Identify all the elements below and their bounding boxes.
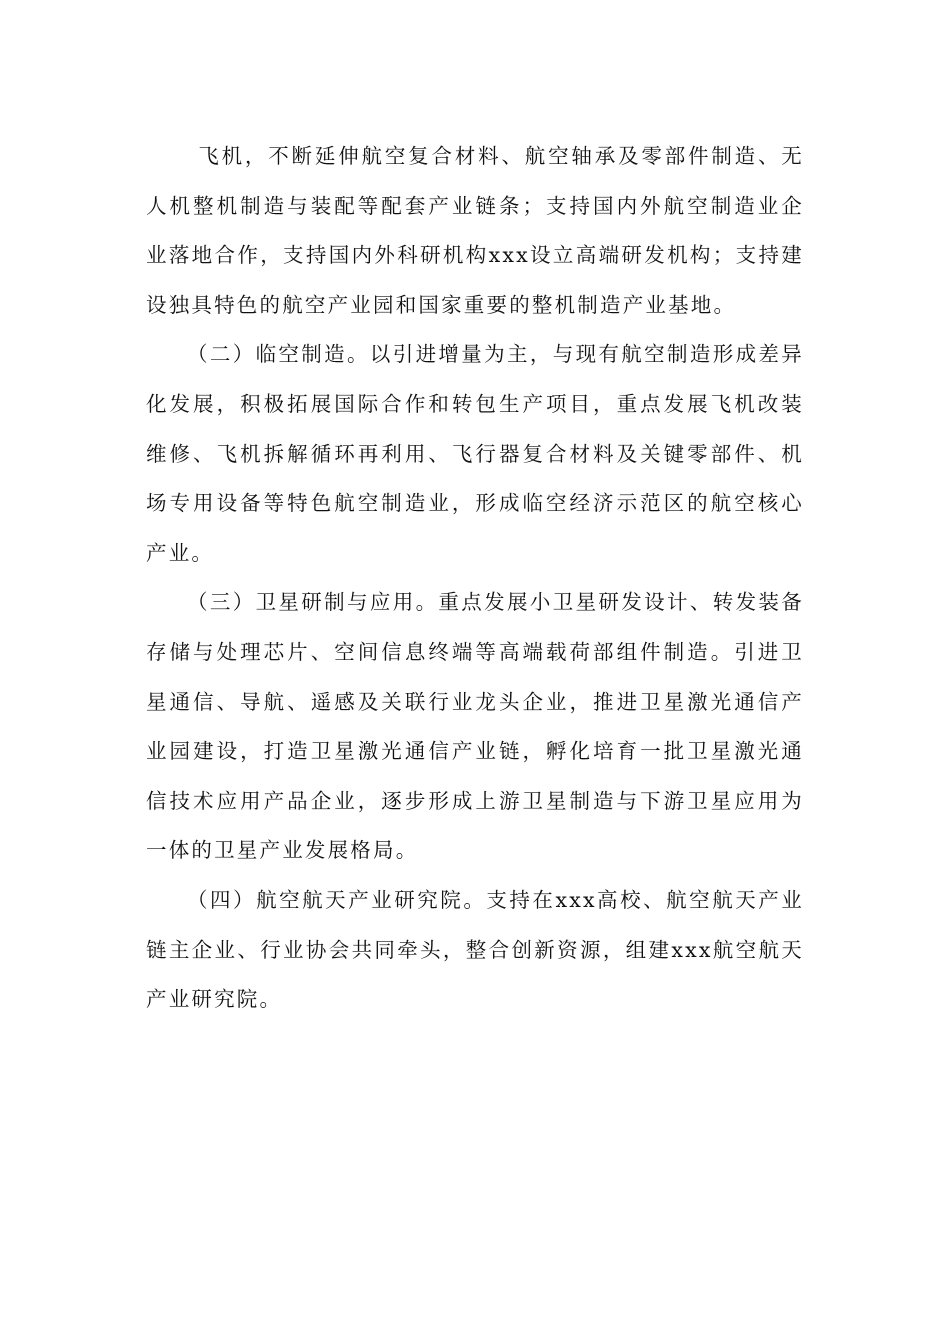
paragraph-satellite: （三）卫星研制与应用。重点发展小卫星研发设计、转发装备存储与处理芯片、空间信息终端等高端载荷部组件制造。引进卫星通信、导航、遥感及关联行业龙头企业，推进卫星激光通信产业园建设，打造卫星激光通信产业链，孵化培育一批卫星激光通信技术应用产品企业，逐步形成上游卫星制造与下游卫星应用为一体的卫星产业发展格局。 (146, 590, 804, 863)
paragraph-aircraft-chain: 飞机，不断延伸航空复合材料、航空轴承及零部件制造、无人机整机制造与装配等配套产业链条；支持国内外航空制造业企业落地合作，支持国内外科研机构xxx设立高端研发机构；支持建设独具特色的航空产业园和国家重要的整机制造产业基地。 (146, 144, 804, 317)
paragraph-airport-manufacturing: （二）临空制造。以引进增量为主，与现有航空制造形成差异化发展，积极拓展国际合作和转包生产项目，重点发展飞机改装维修、飞机拆解循环再利用、飞行器复合材料及关键零部件、机场专用设备等特色航空制造业，形成临空经济示范区的航空核心产业。 (146, 342, 804, 565)
paragraph-research-institute: （四）航空航天产业研究院。支持在xxx高校、航空航天产业链主企业、行业协会共同牵头，整合创新资源，组建xxx航空航天产业研究院。 (146, 887, 804, 1012)
document-body (146, 132, 804, 1025)
